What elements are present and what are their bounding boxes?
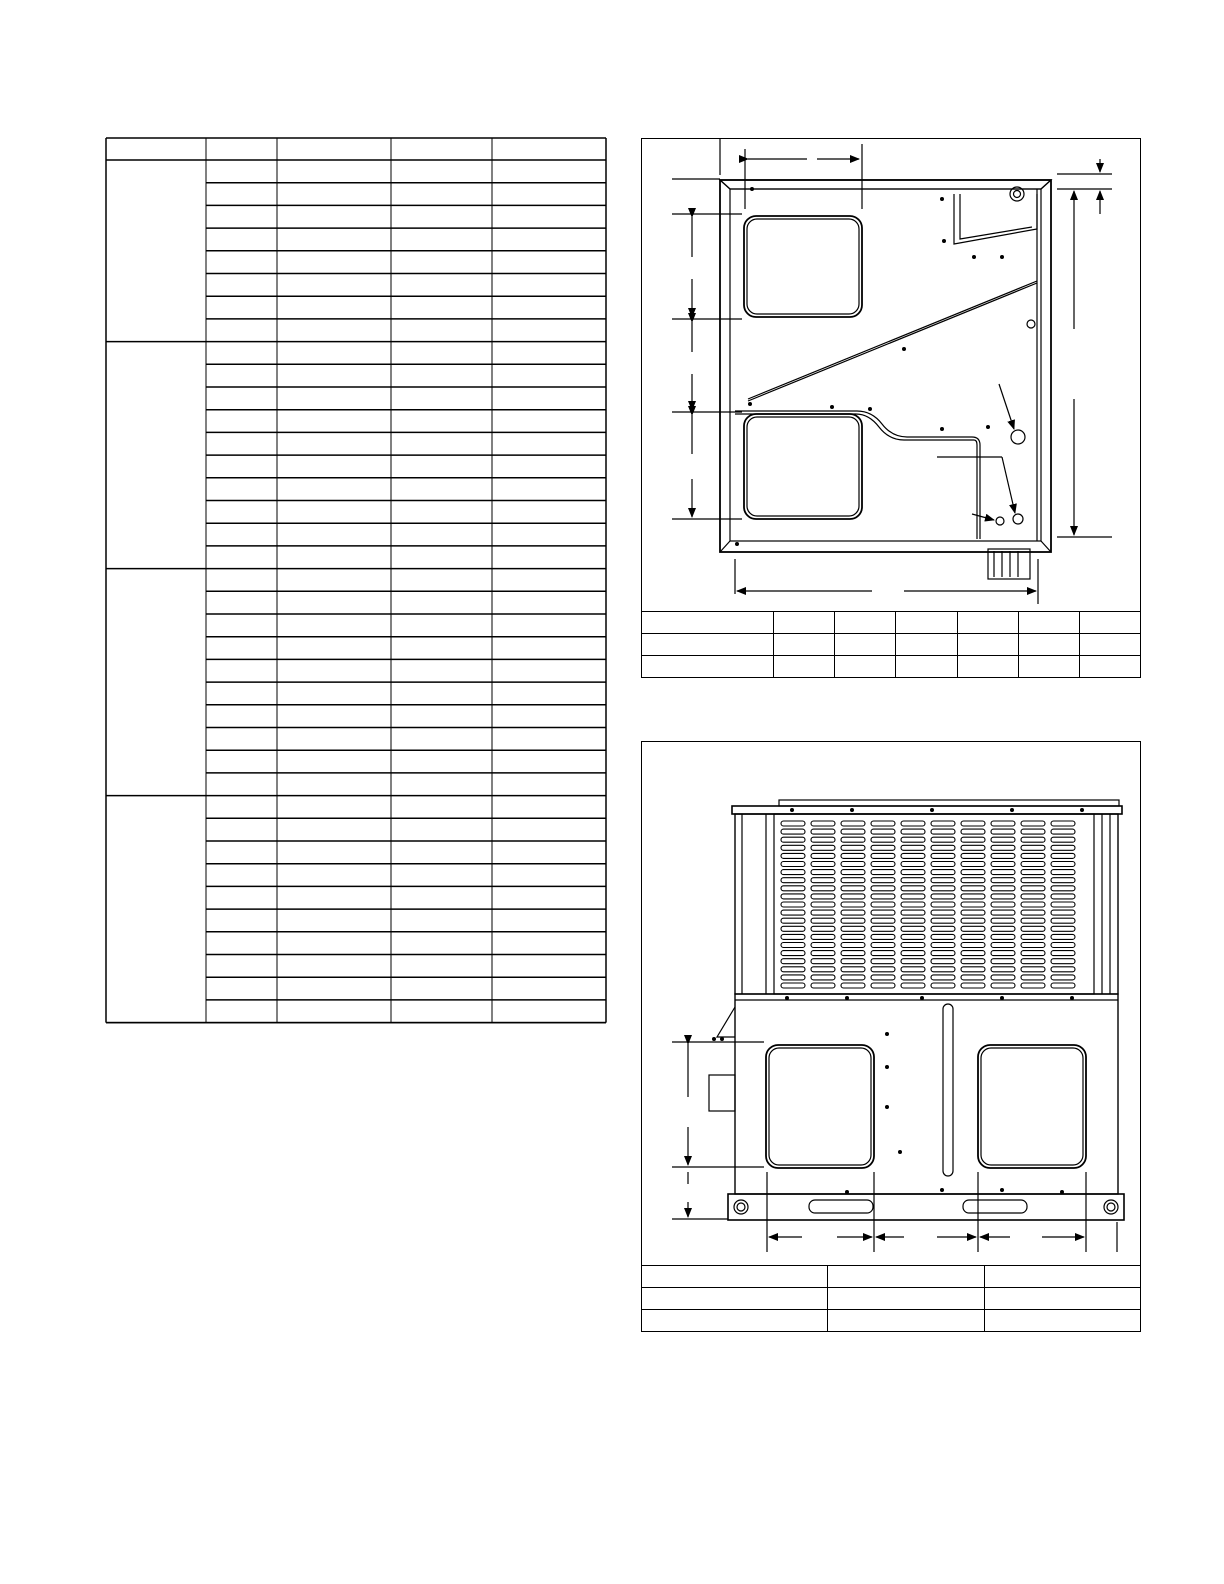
louver-slot bbox=[931, 918, 955, 923]
louver-slot bbox=[841, 926, 865, 931]
louver-slot bbox=[781, 821, 805, 826]
louver-slot bbox=[901, 821, 925, 826]
louver-slot bbox=[871, 983, 895, 988]
louver-slot bbox=[1051, 821, 1075, 826]
louver-slot bbox=[961, 959, 985, 964]
louver-slot bbox=[931, 837, 955, 842]
louver-slot bbox=[841, 886, 865, 891]
louver-slot bbox=[1051, 862, 1075, 867]
louver-slot bbox=[781, 886, 805, 891]
louver-slot bbox=[931, 975, 955, 980]
louver-slot bbox=[841, 845, 865, 850]
louver-slot bbox=[781, 837, 805, 842]
louver-slot bbox=[961, 894, 985, 899]
louver-slot bbox=[1021, 837, 1045, 842]
louver-slot bbox=[871, 870, 895, 875]
louver-slot bbox=[961, 910, 985, 915]
louver-slot bbox=[1021, 967, 1045, 972]
louver-slot bbox=[811, 967, 835, 972]
louver-slot bbox=[1021, 934, 1045, 939]
louver-slot bbox=[811, 910, 835, 915]
louver-slot bbox=[961, 870, 985, 875]
supply-opening bbox=[978, 1045, 1086, 1168]
louver-slot bbox=[841, 959, 865, 964]
louver-slot bbox=[1051, 943, 1075, 948]
louver-slot bbox=[781, 983, 805, 988]
side-view-dimension-table bbox=[642, 1265, 1141, 1331]
louver-slot bbox=[991, 862, 1015, 867]
louver-slot bbox=[871, 918, 895, 923]
louver-slot bbox=[781, 853, 805, 858]
louver-slot bbox=[991, 853, 1015, 858]
base-rail bbox=[728, 1194, 1124, 1220]
louver-slot bbox=[1021, 943, 1045, 948]
louver-slot bbox=[901, 837, 925, 842]
louver-slot bbox=[991, 959, 1015, 964]
louver-slot bbox=[991, 829, 1015, 834]
louver-slot bbox=[811, 886, 835, 891]
table-row bbox=[642, 1288, 1141, 1310]
supply-duct-opening bbox=[744, 216, 862, 317]
electrical-connection-circle bbox=[1013, 514, 1023, 524]
louver-slot bbox=[961, 951, 985, 956]
louver-slot bbox=[811, 862, 835, 867]
table-row bbox=[642, 1266, 1141, 1288]
louver-slot bbox=[811, 934, 835, 939]
return-opening bbox=[766, 1045, 874, 1168]
louver-slot bbox=[991, 870, 1015, 875]
louver-slot bbox=[781, 943, 805, 948]
louver-slot bbox=[841, 983, 865, 988]
louver-slot bbox=[841, 829, 865, 834]
louver-slot bbox=[871, 943, 895, 948]
louver-slot bbox=[1051, 837, 1075, 842]
louver-slot bbox=[1021, 821, 1045, 826]
louver-slot bbox=[1051, 967, 1075, 972]
louver-slot bbox=[961, 967, 985, 972]
louver-slot bbox=[841, 934, 865, 939]
louver-slot bbox=[871, 926, 895, 931]
louver-slot bbox=[931, 910, 955, 915]
louver-slot bbox=[1051, 845, 1075, 850]
louver-slot bbox=[991, 975, 1015, 980]
louver-slot bbox=[1051, 886, 1075, 891]
louver-slot bbox=[871, 829, 895, 834]
table-grid bbox=[106, 138, 606, 1023]
louver-slot bbox=[961, 821, 985, 826]
louver-slot bbox=[1021, 845, 1045, 850]
louver-slot bbox=[1021, 959, 1045, 964]
louver-slot bbox=[961, 902, 985, 907]
louver-slot bbox=[1051, 910, 1075, 915]
louver-slot bbox=[1051, 894, 1075, 899]
louver-slot bbox=[781, 926, 805, 931]
louver-slot bbox=[961, 829, 985, 834]
louver-slot bbox=[871, 934, 895, 939]
louver-slot bbox=[931, 983, 955, 988]
louver-slot bbox=[931, 926, 955, 931]
louver-slot bbox=[1051, 829, 1075, 834]
louver-slot bbox=[931, 845, 955, 850]
louver-slot bbox=[871, 878, 895, 883]
louver-slot bbox=[991, 894, 1015, 899]
louver-slot bbox=[781, 862, 805, 867]
louver-slot bbox=[811, 894, 835, 899]
louver-slot bbox=[991, 926, 1015, 931]
louver-slot bbox=[811, 918, 835, 923]
louver-slot bbox=[901, 943, 925, 948]
louver-slot bbox=[961, 975, 985, 980]
louver-slot bbox=[901, 829, 925, 834]
louver-slot bbox=[901, 894, 925, 899]
top-view-drawing bbox=[642, 139, 1142, 614]
louver-slot bbox=[901, 951, 925, 956]
louver-slot bbox=[841, 837, 865, 842]
top-view-dimension-table bbox=[642, 611, 1140, 677]
louver-slot bbox=[871, 862, 895, 867]
louver-slot bbox=[841, 910, 865, 915]
louver-slot bbox=[961, 934, 985, 939]
louver-slot bbox=[1021, 853, 1045, 858]
gas-connection-circle bbox=[1011, 430, 1025, 444]
louver-slot bbox=[961, 983, 985, 988]
louver-slot bbox=[991, 837, 1015, 842]
louver-slot bbox=[961, 853, 985, 858]
louver-slot bbox=[901, 983, 925, 988]
louver-slot bbox=[871, 951, 895, 956]
louver-slot bbox=[961, 943, 985, 948]
louver-slot bbox=[991, 934, 1015, 939]
louver-slot bbox=[1051, 934, 1075, 939]
louver-slot bbox=[931, 878, 955, 883]
louver-slot bbox=[781, 934, 805, 939]
lower-cabinet bbox=[735, 994, 1118, 1194]
louver-slot bbox=[811, 829, 835, 834]
louver-slot bbox=[931, 821, 955, 826]
louver-slot bbox=[871, 910, 895, 915]
louver-slot bbox=[811, 837, 835, 842]
louver-slot bbox=[1051, 918, 1075, 923]
unit-inner-outline bbox=[730, 189, 1041, 541]
table-row bbox=[642, 1310, 1141, 1332]
louver-slot bbox=[961, 918, 985, 923]
louver-slot bbox=[931, 829, 955, 834]
louver-slot bbox=[991, 983, 1015, 988]
louver-slot bbox=[901, 926, 925, 931]
louver-slot bbox=[811, 878, 835, 883]
louver-slot bbox=[811, 845, 835, 850]
louver-slot bbox=[901, 902, 925, 907]
louver-slot bbox=[781, 902, 805, 907]
louver-slot bbox=[841, 918, 865, 923]
louver-slot bbox=[811, 870, 835, 875]
louver-slot bbox=[1051, 983, 1075, 988]
louver-slot bbox=[1021, 910, 1045, 915]
louver-slot bbox=[841, 870, 865, 875]
return-duct-opening bbox=[744, 414, 862, 519]
louver-slot bbox=[931, 886, 955, 891]
louver-slot bbox=[1051, 878, 1075, 883]
louver-slot bbox=[991, 821, 1015, 826]
louver-slot bbox=[931, 870, 955, 875]
louver-slot bbox=[781, 910, 805, 915]
louver-slot bbox=[811, 983, 835, 988]
louver-slot bbox=[1021, 870, 1045, 875]
louver-slot bbox=[841, 943, 865, 948]
louver-slot bbox=[781, 967, 805, 972]
louver-slot bbox=[811, 951, 835, 956]
louver-slot bbox=[961, 926, 985, 931]
louver-slot bbox=[811, 943, 835, 948]
louver-slot bbox=[901, 853, 925, 858]
louver-slot bbox=[781, 829, 805, 834]
louver-slot bbox=[811, 959, 835, 964]
louver-slot bbox=[871, 837, 895, 842]
louver-slot bbox=[871, 886, 895, 891]
table-row bbox=[642, 656, 1140, 678]
louver-slot bbox=[1051, 959, 1075, 964]
table-row bbox=[642, 612, 1140, 634]
louver-slot bbox=[991, 951, 1015, 956]
louver-slot bbox=[991, 918, 1015, 923]
louver-grille bbox=[781, 821, 1075, 988]
louver-slot bbox=[901, 878, 925, 883]
louver-slot bbox=[811, 926, 835, 931]
louver-slot bbox=[991, 886, 1015, 891]
louver-slot bbox=[871, 967, 895, 972]
louver-slot bbox=[871, 821, 895, 826]
louver-slot bbox=[901, 862, 925, 867]
louver-slot bbox=[961, 845, 985, 850]
louver-slot bbox=[781, 959, 805, 964]
side-view-drawing bbox=[642, 742, 1142, 1267]
louver-slot bbox=[1021, 886, 1045, 891]
louver-slot bbox=[811, 975, 835, 980]
louver-slot bbox=[871, 902, 895, 907]
louver-slot bbox=[1021, 862, 1045, 867]
louver-slot bbox=[901, 934, 925, 939]
louver-slot bbox=[871, 975, 895, 980]
louver-slot bbox=[991, 967, 1015, 972]
louver-slot bbox=[841, 902, 865, 907]
louver-slot bbox=[961, 862, 985, 867]
louver-slot bbox=[841, 878, 865, 883]
louver-slot bbox=[1021, 918, 1045, 923]
louver-slot bbox=[1051, 902, 1075, 907]
louver-slot bbox=[841, 853, 865, 858]
louver-slot bbox=[1051, 926, 1075, 931]
louver-slot bbox=[841, 821, 865, 826]
louver-slot bbox=[871, 959, 895, 964]
louver-slot bbox=[781, 951, 805, 956]
louver-slot bbox=[1051, 870, 1075, 875]
table-row bbox=[642, 634, 1140, 656]
louver-slot bbox=[961, 878, 985, 883]
louver-slot bbox=[931, 934, 955, 939]
louver-slot bbox=[901, 845, 925, 850]
louver-slot bbox=[1051, 975, 1075, 980]
louver-slot bbox=[1021, 975, 1045, 980]
louver-slot bbox=[931, 862, 955, 867]
louver-slot bbox=[1051, 951, 1075, 956]
top-view-figure bbox=[641, 138, 1141, 678]
louver-slot bbox=[781, 975, 805, 980]
louver-slot bbox=[1051, 853, 1075, 858]
louver-slot bbox=[871, 853, 895, 858]
louver-slot bbox=[931, 951, 955, 956]
louver-slot bbox=[991, 910, 1015, 915]
louver-slot bbox=[901, 959, 925, 964]
louver-slot bbox=[961, 886, 985, 891]
louver-slot bbox=[991, 902, 1015, 907]
louver-slot bbox=[841, 862, 865, 867]
louver-slot bbox=[961, 837, 985, 842]
louver-slot bbox=[931, 902, 955, 907]
louver-slot bbox=[901, 870, 925, 875]
louver-slot bbox=[901, 975, 925, 980]
louver-slot bbox=[931, 894, 955, 899]
louver-slot bbox=[1021, 926, 1045, 931]
frame-top-edge bbox=[720, 180, 1051, 189]
louver-slot bbox=[991, 845, 1015, 850]
louver-slot bbox=[811, 853, 835, 858]
louver-slot bbox=[901, 918, 925, 923]
louver-slot bbox=[871, 845, 895, 850]
louver-slot bbox=[841, 894, 865, 899]
louver-slot bbox=[781, 845, 805, 850]
louver-slot bbox=[841, 951, 865, 956]
louver-slot bbox=[841, 967, 865, 972]
louver-slot bbox=[991, 878, 1015, 883]
louver-slot bbox=[841, 975, 865, 980]
louver-slot bbox=[931, 853, 955, 858]
louver-slot bbox=[871, 894, 895, 899]
louver-slot bbox=[901, 886, 925, 891]
louver-slot bbox=[1021, 894, 1045, 899]
side-view-figure bbox=[641, 741, 1141, 1332]
louver-slot bbox=[781, 870, 805, 875]
louver-slot bbox=[1021, 983, 1045, 988]
louver-slot bbox=[931, 943, 955, 948]
louver-slot bbox=[781, 878, 805, 883]
louver-slot bbox=[1021, 829, 1045, 834]
louver-slot bbox=[811, 902, 835, 907]
louver-slot bbox=[901, 910, 925, 915]
louver-slot bbox=[781, 894, 805, 899]
louver-slot bbox=[901, 967, 925, 972]
louver-slot bbox=[1021, 902, 1045, 907]
louver-slot bbox=[781, 918, 805, 923]
louver-slot bbox=[811, 821, 835, 826]
louver-slot bbox=[931, 967, 955, 972]
louver-slot bbox=[1021, 878, 1045, 883]
louver-slot bbox=[931, 959, 955, 964]
louver-slot bbox=[991, 943, 1015, 948]
louver-slot bbox=[1021, 951, 1045, 956]
